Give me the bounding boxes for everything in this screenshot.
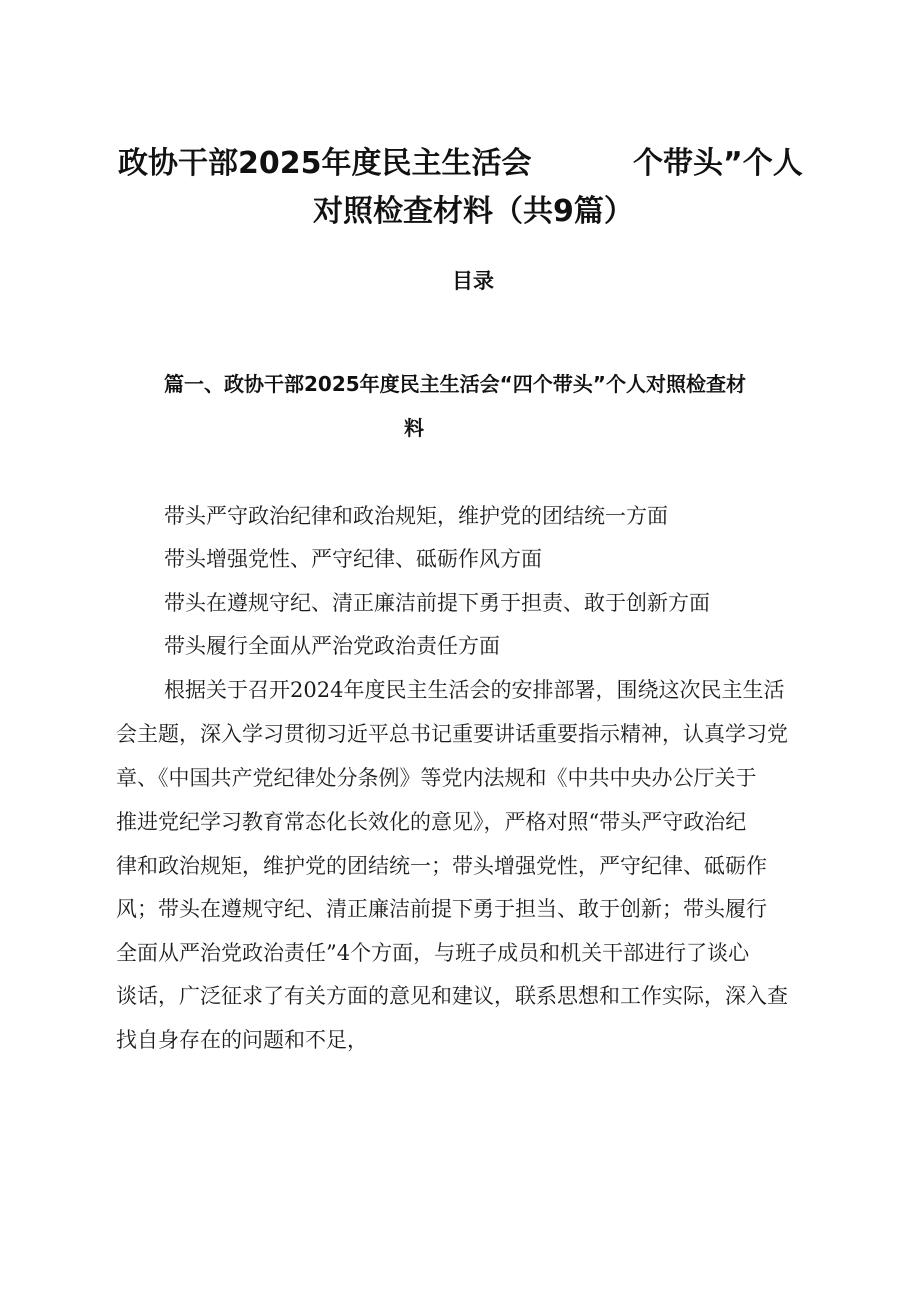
paragraph-line: 会主题，深入学习贯彻习近平总书记重要讲话重要指示精神，认真学习党 bbox=[116, 722, 788, 746]
section-heading-4: 带头履行全面从严治党政治责任方面 bbox=[164, 634, 500, 658]
paragraph-line: 根据关于召开2024年度民主生活会的安排部署，围绕这次民主生活 bbox=[164, 678, 785, 702]
paragraph-line: 谈话，广泛征求了有关方面的意见和建议，联系思想和工作实际，深入查 bbox=[116, 984, 788, 1008]
section-heading-2: 带头增强党性、严守纪律、砥砺作风方面 bbox=[164, 547, 542, 571]
paragraph-line: 找自身存在的问题和不足， bbox=[116, 1028, 368, 1052]
toc-entry-1-line-1[interactable]: 篇一、政协干部2025年度民主生活会“四个带头”个人对照检查材 bbox=[164, 372, 746, 396]
document-title-line-2: 对照检查材料（共9篇） bbox=[313, 194, 634, 229]
document-title-line-1-part-a: 政协干部2025年度民主生活会 bbox=[118, 146, 532, 181]
section-heading-3: 带头在遵规守纪、清正廉洁前提下勇于担责、敢于创新方面 bbox=[164, 591, 710, 615]
toc-entry-1-line-2[interactable]: 料 bbox=[404, 416, 424, 440]
document-title-line-1-part-b: 个带头”个人 bbox=[633, 146, 803, 181]
section-heading-1: 带头严守政治纪律和政治规矩，维护党的团结统一方面 bbox=[164, 504, 668, 528]
toc-heading: 目录 bbox=[452, 269, 494, 293]
paragraph-line: 推进党纪学习教育常态化长效化的意见》，严格对照“带头严守政治纪 bbox=[116, 810, 747, 834]
paragraph-line: 全面从严治党政治责任”4个方面，与班子成员和机关干部进行了谈心 bbox=[116, 941, 750, 965]
paragraph-line: 章、《中国共产党纪律处分条例》等党内法规和《中共中央办公厅关于 bbox=[116, 766, 757, 790]
paragraph-line: 律和政治规矩，维护党的团结统一；带头增强党性，严守纪律、砥砺作 bbox=[116, 854, 767, 878]
paragraph-line: 风；带头在遵规守纪、清正廉洁前提下勇于担当、敢于创新；带头履行 bbox=[116, 897, 767, 921]
